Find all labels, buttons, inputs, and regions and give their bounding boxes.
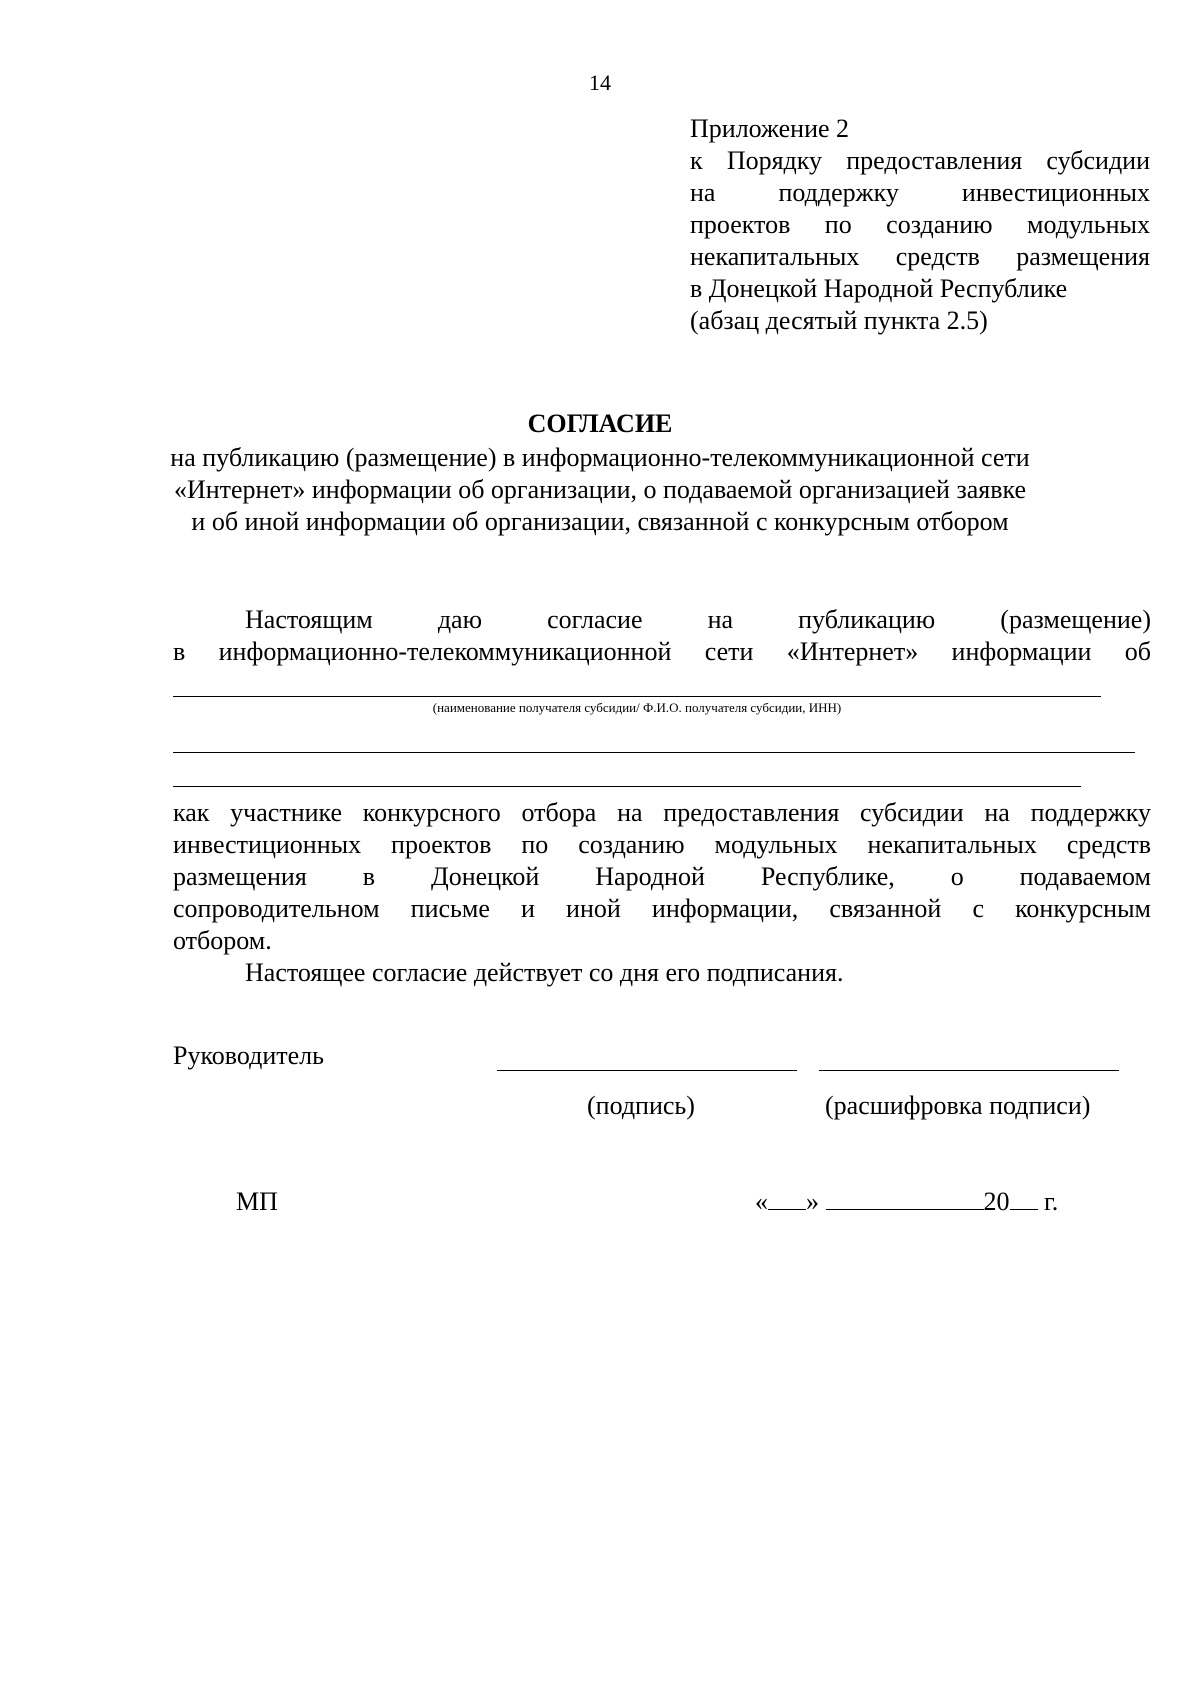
subtitle-line: «Интернет» информации об организации, о подаваемой организацией заявке — [173, 475, 1027, 504]
date-day-blank[interactable] — [768, 1187, 806, 1210]
consent-intro-line: в информационно-телекоммуникационной сети «Интернет» информации об — [173, 637, 1151, 666]
appendix-line: в Донецкой Народной Республике — [690, 274, 1068, 303]
consent-body-line: отбором. — [173, 926, 272, 955]
recipient-name-line-3[interactable] — [173, 786, 1081, 787]
consent-body-line: размещения в Донецкой Народной Республике, о подаваемом — [173, 862, 1151, 891]
date-field — [755, 1186, 1058, 1218]
appendix-header — [690, 113, 1150, 337]
signatory-role: Руководитель — [173, 1041, 324, 1070]
consent-body-line: как участнике конкурсного отбора на предоставления субсидии на поддержку — [173, 798, 1151, 827]
subtitle-line: и об иной информации об организации, связанной с конкурсным отбором — [191, 507, 1009, 536]
consent-intro-line: Настоящим даю согласие на публикацию (размещение) — [245, 605, 1151, 634]
page-number: 14 — [589, 70, 611, 95]
date-year-suffix: г. — [1044, 1187, 1059, 1216]
appendix-line: (абзац десятый пункта 2.5) — [690, 306, 988, 335]
consent-body — [173, 797, 1151, 989]
signature-line[interactable] — [497, 1070, 797, 1071]
consent-body-line: сопроводительном письме и иной информации, связанной с конкурсным — [173, 894, 1151, 923]
date-month-blank[interactable] — [826, 1187, 984, 1210]
date-year-prefix: 20 — [983, 1187, 1010, 1216]
recipient-caption: (наименование получателя субсидии/ Ф.И.О. получателя субсидии, ИНН) — [432, 700, 842, 715]
signature-hint: (подпись) — [587, 1091, 695, 1120]
stamp-place-label: МП — [236, 1187, 278, 1216]
appendix-line: к Порядку предоставления субсидии — [690, 146, 1150, 175]
recipient-name-line[interactable] — [173, 696, 1101, 697]
document-title: СОГЛАСИЕ — [527, 409, 673, 438]
appendix-line: проектов по созданию модульных — [690, 210, 1150, 239]
consent-body-line: инвестиционных проектов по созданию модульных некапитальных средств — [173, 830, 1151, 859]
recipient-name-line-2[interactable] — [173, 752, 1135, 753]
consent-intro — [173, 604, 1151, 668]
appendix-line: некапитальных средств размещения — [690, 242, 1150, 271]
consent-validity: Настоящее согласие действует со дня его подписания. — [245, 958, 844, 987]
signature-decoding-hint: (расшифровка подписи) — [825, 1091, 1091, 1120]
subtitle-line: на публикацию (размещение) в информационно-телекоммуникационной сети — [170, 443, 1030, 472]
document-subtitle — [140, 442, 1060, 538]
appendix-line: на поддержку инвестиционных — [690, 178, 1150, 207]
date-open-quote: « — [755, 1187, 768, 1216]
date-year-blank[interactable] — [1010, 1187, 1038, 1210]
date-close-quote: » — [806, 1187, 819, 1216]
signature-decoding-line[interactable] — [819, 1070, 1119, 1071]
appendix-line: Приложение 2 — [690, 114, 850, 143]
